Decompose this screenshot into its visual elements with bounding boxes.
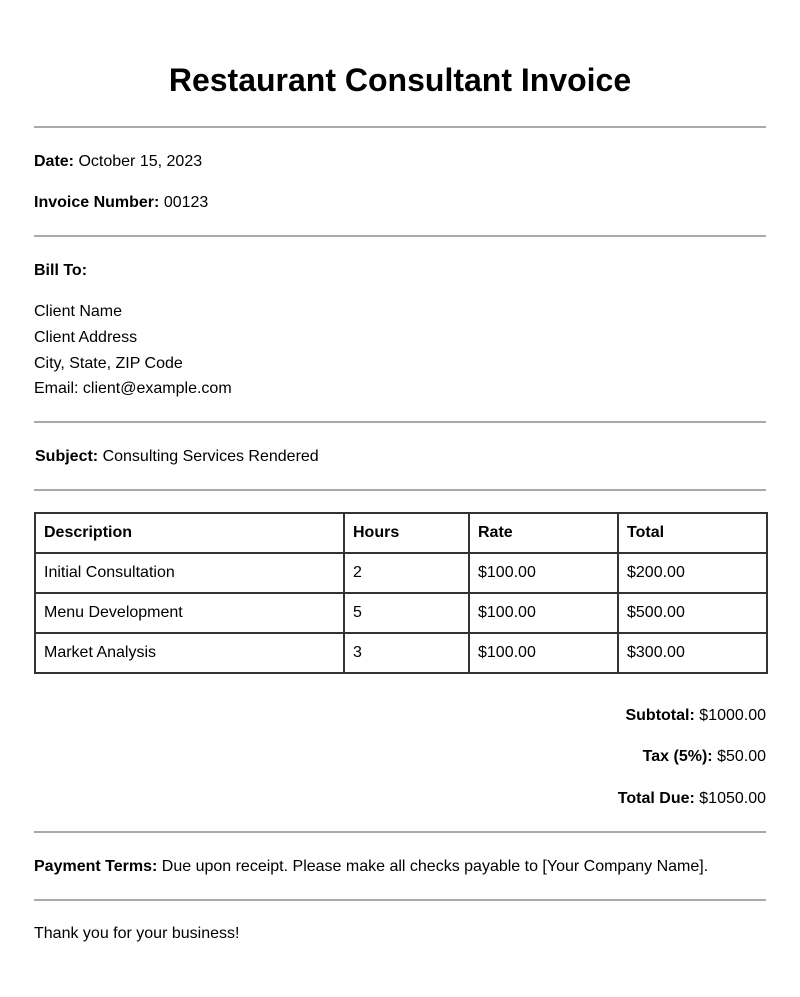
cell-description: Market Analysis [35,633,344,673]
line-items-table [34,512,768,674]
column-header-total: Total [618,513,767,553]
bill-to-label: Bill To: [34,262,88,279]
cell-hours: 3 [344,633,469,673]
subject-line [35,447,319,467]
subject-value: Consulting Services Rendered [102,448,319,465]
tax-label: Tax (5%): [642,748,713,765]
total-due-line [618,789,766,809]
cell-description: Initial Consultation [35,553,344,593]
client-address: Client Address [34,329,138,346]
cell-total: $200.00 [618,553,767,593]
subtotal-value: $1000.00 [699,707,766,724]
table-header-row [35,513,767,553]
client-city-state-zip: City, State, ZIP Code [34,355,183,372]
total-due-value: $1050.00 [699,790,766,807]
invoice-number-line [34,193,208,213]
divider [34,235,766,237]
cell-hours: 5 [344,593,469,633]
cell-total: $300.00 [618,633,767,673]
table-row [35,593,767,633]
table-row [35,553,767,593]
cell-rate: $100.00 [469,593,618,633]
cell-rate: $100.00 [469,553,618,593]
cell-description: Menu Development [35,593,344,633]
client-email: Email: client@example.com [34,380,232,397]
divider [34,126,766,128]
closing-message: Thank you for your business! [34,925,240,942]
divider [34,421,766,423]
date-value: October 15, 2023 [78,153,203,170]
bill-to-heading [34,261,87,281]
subtotal-label: Subtotal: [625,707,695,724]
payment-terms-label: Payment Terms: [34,858,158,875]
tax-value: $50.00 [717,748,766,765]
invoice-number-value: 00123 [163,194,209,211]
table-row [35,633,767,673]
divider [34,489,766,491]
cell-total: $500.00 [618,593,767,633]
subtotal-line [625,706,766,726]
column-header-rate: Rate [469,513,618,553]
date-label: Date: [34,153,75,170]
payment-terms-line [34,857,708,877]
payment-terms-value: Due upon receipt. Please make all checks payable to [Your Company Name]. [161,858,709,875]
tax-line [643,747,766,767]
client-name: Client Name [34,303,123,320]
divider [34,899,766,901]
cell-rate: $100.00 [469,633,618,673]
divider [34,831,766,833]
date-line [34,152,202,172]
subject-label: Subject: [35,448,99,465]
page-title: Restaurant Consultant Invoice [168,62,632,98]
invoice-number-label: Invoice Number: [34,194,160,211]
column-header-description: Description [35,513,344,553]
cell-hours: 2 [344,553,469,593]
total-due-label: Total Due: [617,790,695,807]
column-header-hours: Hours [344,513,469,553]
